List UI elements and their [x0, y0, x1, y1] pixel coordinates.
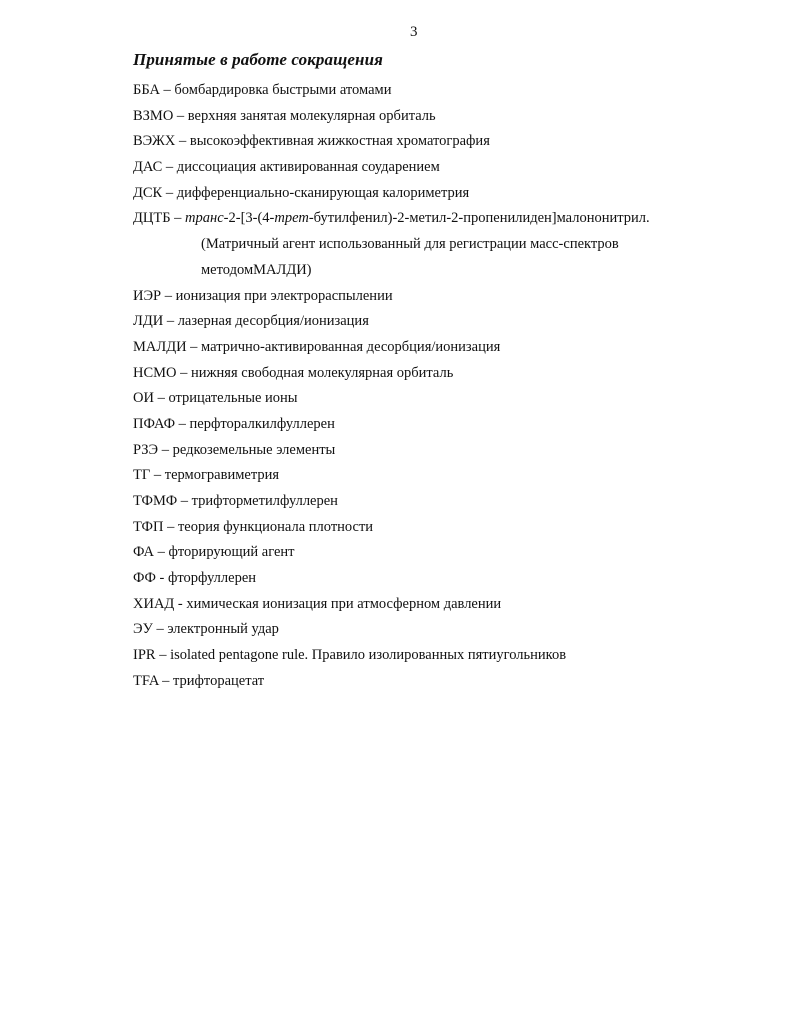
list-item [133, 208, 733, 234]
list-item: ЭУ – электронный удар [133, 621, 279, 638]
page-title: Принятые в работе сокращения [133, 50, 383, 69]
list-item: ФА – фторирующий агент [133, 544, 295, 561]
item-text: -бутилфенил)-2-метил-2-пропенилиден]малононитрил. [308, 210, 650, 227]
list-item: TFA – трифторацетат [133, 672, 265, 689]
list-item: ХИАД - химическая ионизация при атмосферном давлении [133, 595, 502, 612]
list-item: РЗЭ – редкоземельные элементы [133, 441, 336, 458]
item-text-italic: транс [185, 210, 224, 227]
abbreviation-list [133, 80, 733, 697]
list-item: ББА – бомбардировка быстрыми атомами [133, 82, 392, 98]
list-item: НСМО – нижняя свободная молекулярная орбиталь [133, 364, 454, 381]
list-item: ФФ - фторфуллерен [133, 570, 257, 587]
list-item: ПФАФ – перфторалкилфуллерен [133, 415, 335, 432]
list-item: ТГ – термогравиметрия [133, 467, 280, 484]
list-item-continuation: (Матричный агент использованный для регистрации масс-спектров [201, 236, 619, 253]
item-text: ДЦТБ – [133, 210, 186, 227]
list-item: ЛДИ – лазерная десорбция/ионизация [133, 313, 369, 330]
item-text: -2-[3-(4- [223, 210, 275, 227]
list-item-continuation: методомМАЛДИ) [201, 261, 312, 278]
list-item: ВЗМО – верхняя занятая молекулярная орбиталь [133, 107, 436, 124]
list-item: ВЭЖХ – высокоэффективная жижкостная хроматография [133, 133, 490, 150]
list-item: ТФП – теория функционала плотности [133, 518, 374, 535]
item-text-italic: трет [274, 210, 309, 227]
list-item: ДСК – дифференциально-сканирующая калориметрия [133, 184, 470, 201]
list-item: МАЛДИ – матрично-активированная десорбция/ионизация [133, 338, 501, 355]
list-item: ИЭР – ионизация при электрораспылении [133, 287, 393, 304]
page-number: 3 [410, 24, 418, 40]
list-item: ОИ – отрицательные ионы [133, 390, 298, 407]
list-item: ДАС – диссоциация активированная соударением [133, 159, 440, 176]
list-item: IPR – isolated pentagone rule. Правило изолированных пятиугольников [133, 647, 567, 664]
list-item: ТФМФ – трифторметилфуллерен [133, 493, 338, 509]
